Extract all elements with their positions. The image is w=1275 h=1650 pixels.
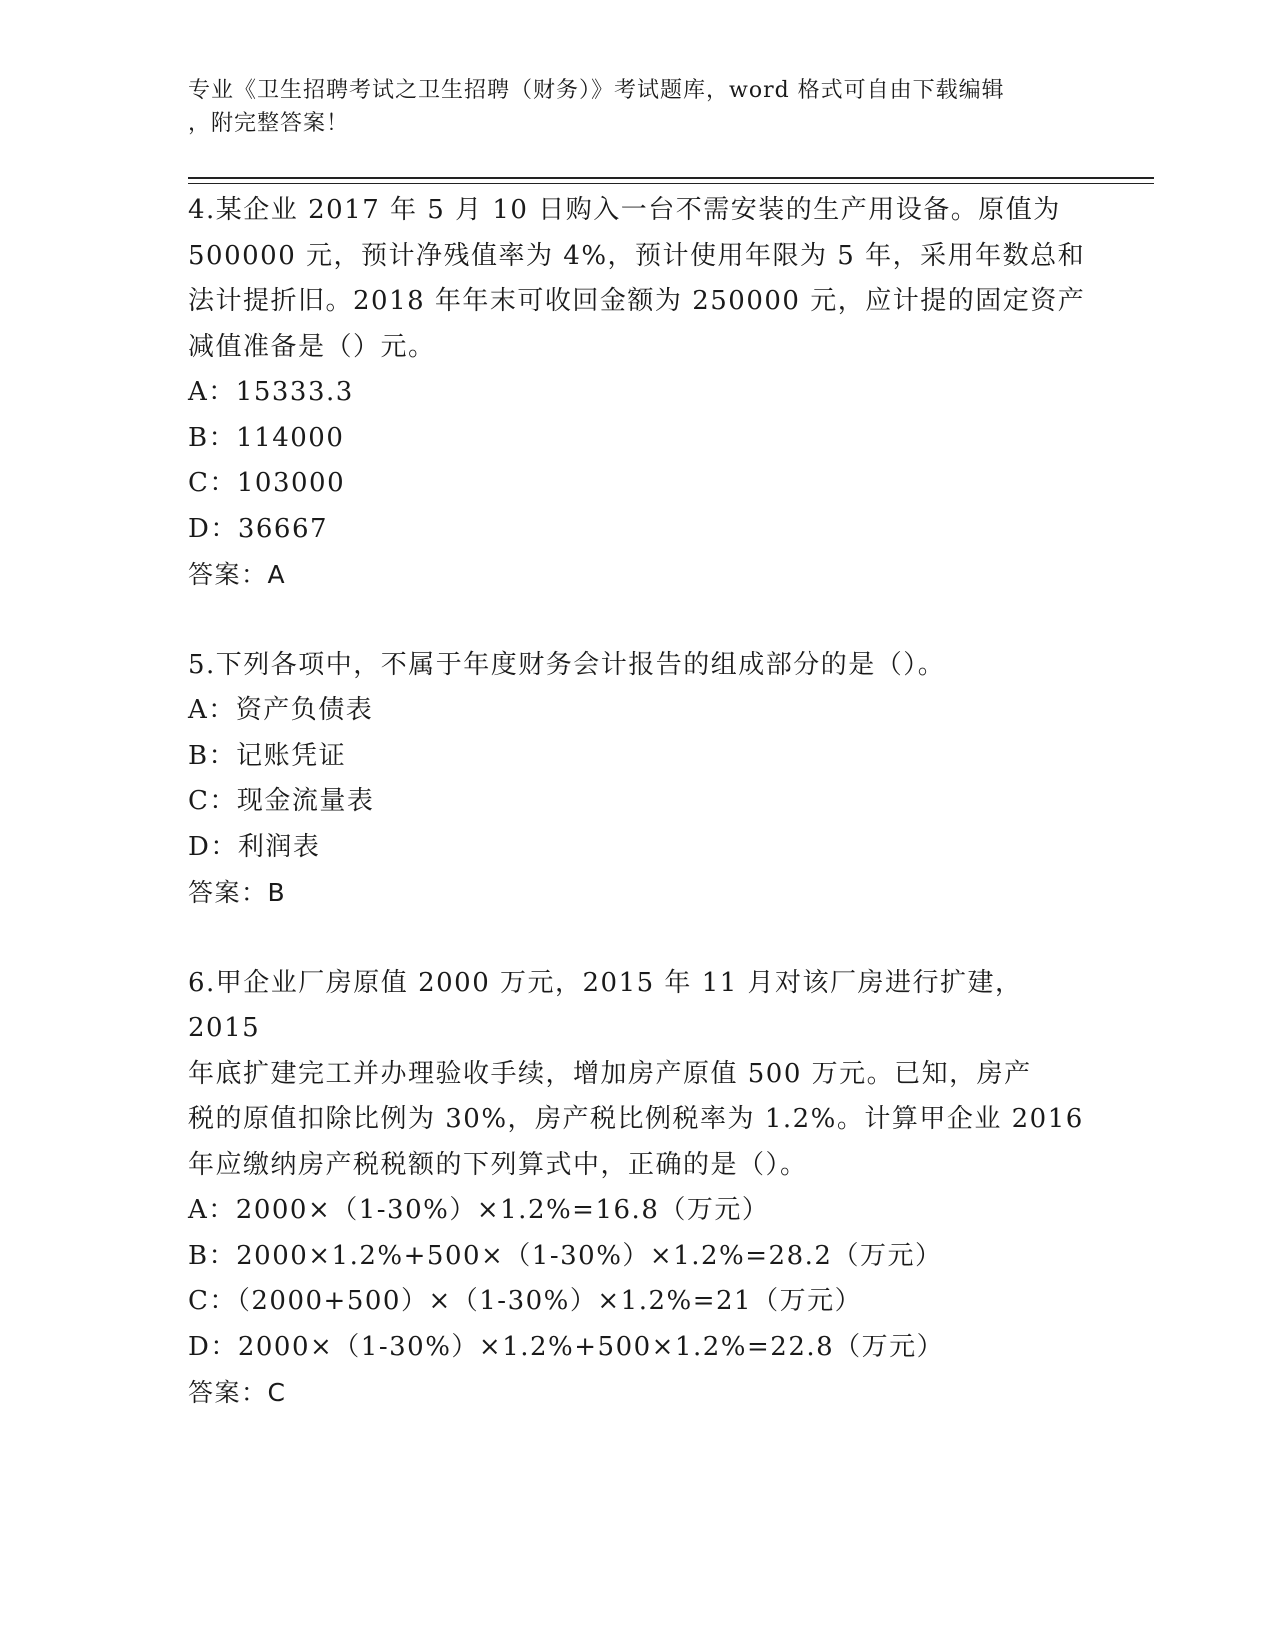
option-d: D：2000×（1-30%）×1.2%+500×1.2%=22.8（万元） — [188, 1331, 945, 1362]
question-spacer — [188, 598, 1088, 643]
option-c: C：现金流量表 — [188, 786, 375, 816]
question-5 — [188, 643, 1088, 916]
option-a: A：2000×（1-30%）×1.2%=16.8（万元） — [188, 1195, 770, 1225]
question-stem-line: 500000 元，预计净残值率为 4%，预计使用年限为 5 年，采用年数总和 — [188, 240, 1086, 271]
question-spacer — [188, 916, 1088, 961]
document-header — [188, 74, 1068, 140]
option-b: B：记账凭证 — [188, 740, 347, 771]
option-a: A：资产负债表 — [188, 695, 374, 725]
option-c: C：103000 — [188, 468, 346, 498]
option-b: B：2000×1.2%+500×（1-30%）×1.2%=28.2（万元） — [188, 1240, 943, 1271]
question-stem-line: 减值准备是（）元。 — [188, 331, 436, 362]
question-stem-line: 年底扩建完工并办理验收手续，增加房产原值 500 万元。已知，房产 — [188, 1058, 1032, 1089]
answer-line: 答案：C — [188, 1378, 287, 1407]
header-line-2: ，附完整答案！ — [188, 111, 350, 136]
option-b: B：114000 — [188, 422, 345, 453]
question-4 — [188, 188, 1088, 598]
header-divider-thin — [188, 183, 1154, 184]
answer-line: 答案：A — [188, 560, 287, 589]
question-6 — [188, 961, 1088, 1416]
option-d: D：利润表 — [188, 831, 321, 862]
option-d: D：36667 — [188, 513, 329, 544]
question-stem-line: 年应缴纳房产税税额的下列算式中，正确的是（）。 — [188, 1149, 808, 1180]
header-line-1: 专业《卫生招聘考试之卫生招聘（财务）》考试题库，word 格式可自由下载编辑 — [188, 78, 1005, 103]
question-stem-line: 税的原值扣除比例为 30%，房产税比例税率为 1.2%。计算甲企业 2016 — [188, 1104, 1084, 1134]
question-list — [188, 188, 1088, 1416]
question-stem-line: 4.某企业 2017 年 5 月 10 日购入一台不需安装的生产用设备。原值为 — [188, 195, 1061, 225]
question-stem-line: 5.下列各项中，不属于年度财务会计报告的组成部分的是（）。 — [188, 649, 946, 680]
option-a: A：15333.3 — [188, 377, 354, 407]
option-c: C：（2000+500）×（1-30%）×1.2%=21（万元） — [188, 1286, 863, 1316]
answer-line: 答案：B — [188, 878, 287, 907]
question-stem-line: 6.甲企业厂房原值 2000 万元，2015 年 11 月对该厂房进行扩建，2015 — [188, 967, 1023, 1043]
header-divider-thick — [188, 177, 1154, 179]
question-stem-line: 法计提折旧。2018 年年末可收回金额为 250000 元，应计提的固定资产 — [188, 286, 1086, 316]
